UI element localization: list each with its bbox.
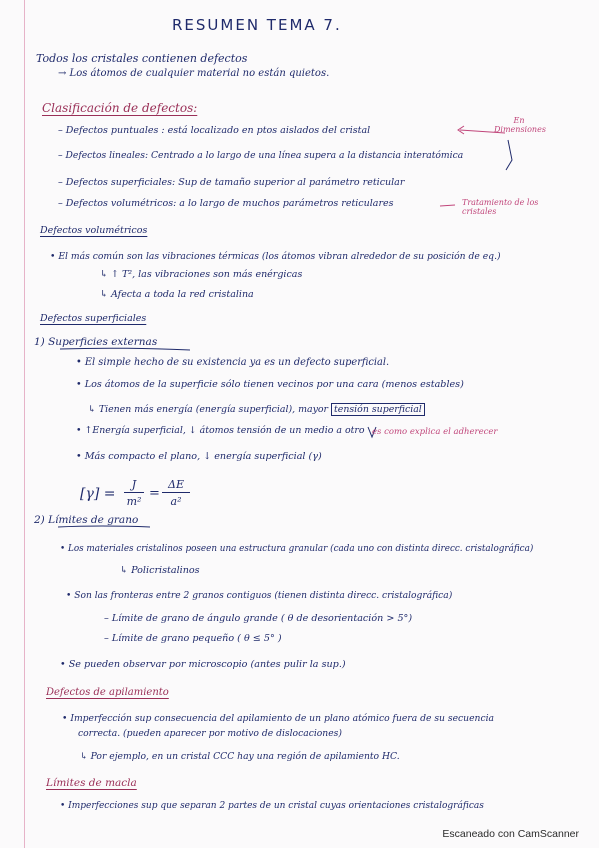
heading-clasificacion: Clasificación de defectos: bbox=[42, 101, 198, 115]
intro-line-1: Todos los cristales contienen defectos bbox=[36, 52, 248, 65]
scanner-watermark: Escaneado con CamScanner bbox=[442, 828, 579, 840]
grano-line-2: ↳ Policristalinos bbox=[120, 565, 200, 576]
note-adherencia: es como explica el adherecer bbox=[372, 427, 498, 437]
formula-frac2-num: ΔE bbox=[168, 478, 184, 491]
grano-line-6: • Se pueden observar por microscopio (antes pulir la sup.) bbox=[60, 659, 346, 670]
grano-line-5: – Límite de grano pequeño ( θ ≤ 5° ) bbox=[104, 633, 282, 644]
superficiales-line-3-text: ↳ Tienen más energía (energía superficial), mayor bbox=[88, 404, 329, 415]
heading-superficies-externas: 1) Superficies externas bbox=[34, 336, 158, 348]
formula-frac1-den: m² bbox=[126, 495, 142, 508]
grano-line-3: • Son las fronteras entre 2 granos contiguos (tienen distinta direcc. cristalográfica) bbox=[66, 591, 453, 601]
clasificacion-item-3: – Defectos superficiales: Sup de tamaño superior al parámetro reticular bbox=[58, 177, 405, 188]
superficiales-line-4: • ↑Energía superficial, ↓ átomos tensión de un medio a otro bbox=[76, 425, 365, 436]
heading-superficiales: Defectos superficiales bbox=[40, 313, 147, 324]
superficiales-line-1: • El simple hecho de su existencia ya es un defecto superficial. bbox=[76, 357, 390, 368]
note-dimensiones: En Dimensiones bbox=[494, 116, 546, 134]
heading-apilamiento: Defectos de apilamiento bbox=[46, 687, 169, 698]
page-title: RESUMEN TEMA 7. bbox=[172, 16, 342, 34]
volumetricos-line-2: ↳ ↑ T², las vibraciones son más enérgicas bbox=[100, 269, 303, 280]
grano-line-1: • Los materiales cristalinos poseen una estructura granular (cada uno con distinta direcc. cristalográfica) bbox=[60, 544, 534, 554]
formula-frac1-num: J bbox=[131, 478, 137, 491]
apilamiento-line-2: correcta. (pueden aparecer por motivo de dislocaciones) bbox=[78, 728, 342, 739]
formula-eq: = bbox=[149, 486, 160, 501]
volumetricos-line-1: • El más común son las vibraciones térmicas (los átomos vibran alrededor de su posición de eq.) bbox=[50, 251, 501, 262]
heading-volumetricos: Defectos volumétricos bbox=[40, 225, 148, 236]
bracket-mark bbox=[506, 140, 512, 170]
heading-macla: Límites de macla bbox=[46, 777, 137, 789]
superficiales-line-5: • Más compacto el plano, ↓ energía superficial (γ) bbox=[76, 451, 322, 462]
note-tratamiento: Tratamiento de los cristales bbox=[462, 198, 539, 216]
heading-limites-grano: 2) Límites de grano bbox=[34, 514, 139, 526]
intro-line-2: → Los átomos de cualquier material no están quietos. bbox=[58, 68, 330, 79]
clasificacion-item-4: – Defectos volumétricos: a lo largo de muchos parámetros reticulares bbox=[58, 198, 394, 209]
boxed-term: tensión superficial bbox=[331, 403, 425, 416]
superficiales-line-3 bbox=[88, 405, 425, 414]
macla-line-1: • Imperfecciones sup que separan 2 partes de un cristal cuyas orientaciones cristalográficas bbox=[60, 801, 484, 811]
superficiales-line-2: • Los átomos de la superficie sólo tienen vecinos por una cara (menos estables) bbox=[76, 379, 464, 390]
formula-lhs: [γ] = bbox=[80, 486, 116, 502]
grano-line-4: – Límite de grano de ángulo grande ( θ de desorientación > 5°) bbox=[104, 613, 413, 624]
apilamiento-line-1: • Imperfección sup consecuencia del apilamiento de un plano atómico fuera de su secuencia bbox=[62, 713, 495, 724]
clasificacion-item-2: – Defectos lineales: Centrado a lo largo de una línea supera a la distancia interatómica bbox=[58, 150, 464, 161]
apilamiento-line-3: ↳ Por ejemplo, en un cristal CCC hay una región de apilamiento HC. bbox=[80, 751, 400, 762]
formula-frac2-den: a² bbox=[170, 495, 182, 508]
clasificacion-item-1: – Defectos puntuales : está localizado en ptos aislados del cristal bbox=[58, 125, 371, 136]
volumetricos-line-3: ↳ Afecta a toda la red cristalina bbox=[100, 289, 254, 300]
